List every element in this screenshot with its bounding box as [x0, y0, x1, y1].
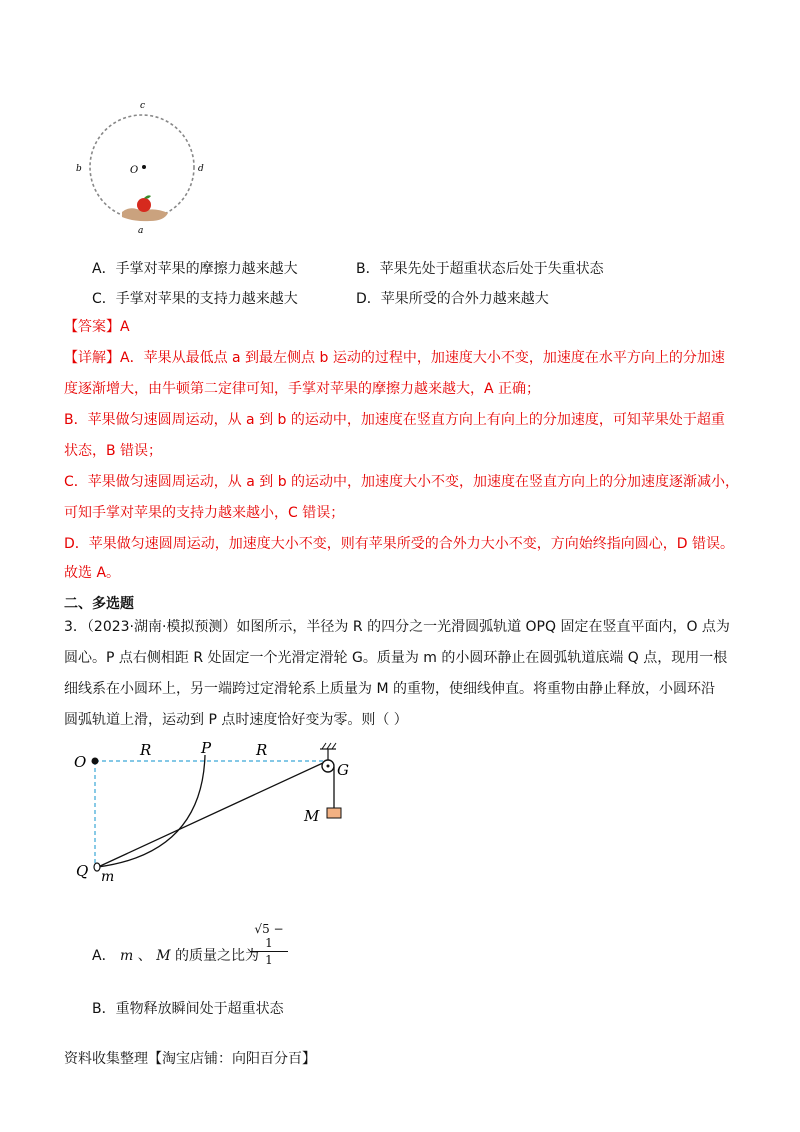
q3-line-3: 细线系在小圆环上，另一端跨过定滑轮系上质量为 M 的重物，使细线伸直。将重物由静止释放，小圆环沿: [64, 681, 715, 697]
pulley-axle: [327, 765, 330, 768]
fraction-denominator: 1: [265, 953, 273, 967]
label-r1: R: [140, 741, 152, 759]
label-b: b: [76, 164, 82, 174]
circular-motion-figure: [70, 95, 220, 240]
mass-m: m: [120, 948, 134, 964]
label-o: O: [74, 753, 87, 771]
q3-line-1: 3．（2023·湖南·模拟预测）如图所示，半径为 R 的四分之一光滑圆弧轨道 OPQ 固定在竖直平面内，O 点为: [64, 619, 730, 635]
hatch-3: [332, 743, 336, 749]
fraction-numerator: √5 − 1: [250, 922, 288, 952]
label-o: O: [130, 165, 139, 176]
option-b: B．苹果先处于超重状态后处于失重状态: [356, 261, 604, 277]
label-m-weight: M: [304, 807, 320, 825]
weight-block: [327, 808, 341, 818]
detail-line-5: C．苹果做匀速圆周运动，从 a 到 b 的运动中，加速度大小不变，加速度在竖直方向上的分加速度逐渐减小，: [64, 474, 740, 490]
detail-line-3: B．苹果做匀速圆周运动，从 a 到 b 的运动中，加速度在竖直方向上有向上的分加速度，可知苹果处于超重: [64, 412, 725, 428]
section-heading: 二、多选题: [64, 596, 134, 612]
label-c: c: [140, 101, 146, 111]
ring-m: [94, 863, 100, 871]
option-prefix: A．: [92, 948, 116, 964]
separator: 、: [137, 948, 152, 964]
detail-line-6: 可知手掌对苹果的支持力越来越小，C 错误；: [64, 505, 345, 521]
point-o: [92, 758, 99, 765]
q3-line-4: 圆弧轨道上滑，运动到 P 点时速度恰好变为零。则（ ）: [64, 712, 408, 728]
option-c: C．手掌对苹果的支持力越来越大: [92, 291, 298, 307]
label-q: Q: [76, 862, 89, 880]
apple-leaf-icon: [144, 195, 151, 198]
apple-icon: [137, 198, 151, 212]
mass-big-m: M: [156, 948, 171, 964]
option-a-text: 的质量之比为: [175, 948, 260, 964]
label-g: G: [337, 761, 349, 779]
hatch-1: [322, 743, 326, 749]
answer: 【答案】A: [64, 319, 130, 335]
option-d: D．苹果所受的合外力越来越大: [356, 291, 549, 307]
detail-line-7: D．苹果做匀速圆周运动，加速度大小不变，则有苹果所受的合外力大小不变，方向始终指向圆心，D 错误。: [64, 536, 735, 552]
detail-line-4: 状态，B 错误；: [64, 443, 163, 459]
label-m-ring: m: [101, 869, 115, 885]
string: [98, 762, 325, 867]
pulley-arc-figure: [70, 735, 370, 885]
label-d: d: [198, 164, 204, 174]
label-a: a: [138, 226, 144, 236]
label-r2: R: [256, 741, 268, 759]
footer: 资料收集整理【淘宝店铺：向阳百分百】: [64, 1051, 316, 1067]
detail-line-2: 度逐渐增大，由牛顿第二定律可知，手掌对苹果的摩擦力越来越大，A 正确；: [64, 381, 541, 397]
detail-line-1: 【详解】A．苹果从最低点 a 到最左侧点 b 运动的过程中，加速度大小不变，加速度在水平方向上的分加速: [64, 350, 725, 366]
detail-line-8: 故选 A。: [64, 565, 121, 581]
q3-option-a: [92, 945, 259, 965]
option-a: A．手掌对苹果的摩擦力越来越大: [92, 261, 298, 277]
q3-option-b: B．重物释放瞬间处于超重状态: [92, 1001, 284, 1017]
hatch-2: [327, 743, 331, 749]
label-p: P: [201, 739, 212, 757]
fraction: [250, 922, 288, 967]
center-dot: [142, 165, 146, 169]
arc-pq: [98, 755, 205, 867]
q3-line-2: 圆心。P 点右侧相距 R 处固定一个光滑定滑轮 G。质量为 m 的小圆环静止在圆弧轨道底端 Q 点，现用一根: [64, 650, 728, 666]
